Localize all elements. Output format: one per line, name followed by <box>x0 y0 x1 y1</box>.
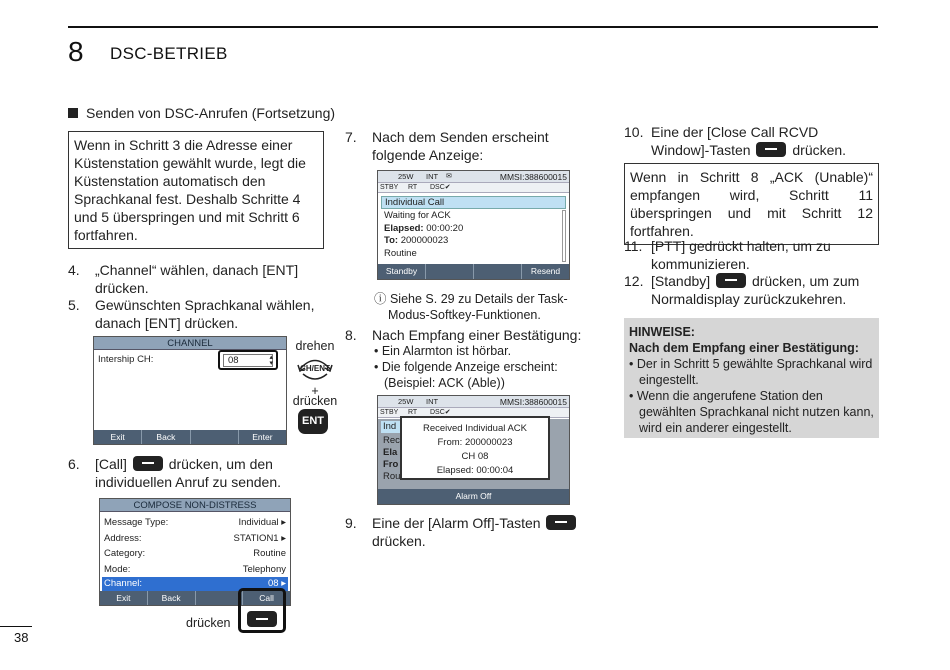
channel-screen <box>93 336 287 445</box>
power-indicator: 25W <box>398 172 414 181</box>
to-label: To: <box>384 235 399 246</box>
rotate-label: drehen <box>295 339 335 353</box>
step-text: drücken, um den individuellen Anruf zu senden. <box>95 456 282 490</box>
popup-elapsed: Elapsed: 00:00:04 <box>436 465 514 476</box>
info-note: ⓘ Siehe S. 29 zu Details der Task-Modus-Softkey-Funktionen. <box>374 292 568 322</box>
hints-title: HINWEISE: <box>629 325 695 339</box>
row-key: Message Type: <box>104 517 169 528</box>
row-value: 08 ▸ <box>268 578 286 589</box>
list-item[interactable] <box>102 531 288 547</box>
row-key: Mode: <box>104 563 131 575</box>
rotate-arc-icon <box>300 372 330 382</box>
step-12 <box>624 272 878 308</box>
call-softkey-button-icon[interactable] <box>247 611 277 627</box>
softkey-exit[interactable]: Exit <box>94 430 142 444</box>
elapsed-value: 00:00:20 <box>426 222 464 234</box>
softkey-empty[interactable] <box>191 430 239 444</box>
step-text: Nach Empfang einer Bestätigung: <box>372 327 582 343</box>
header-rule <box>68 26 878 28</box>
background-line: Ela <box>383 447 398 458</box>
plus-label: + <box>311 384 319 398</box>
call-key-label: [Call] <box>95 456 127 472</box>
bullet-alarm: • Ein Alarmton ist hörbar. <box>374 344 512 358</box>
step-text: Nach dem Senden erscheint folgende Anzeige: <box>372 129 549 163</box>
individual-call-screen <box>377 170 570 280</box>
call-title: Individual Call <box>381 196 566 209</box>
elapsed-label: Elapsed: <box>384 222 424 234</box>
status-line: Waiting for ACK <box>384 210 451 221</box>
step-text: [PTT] gedrückt halten, um zu kommunizieren. <box>651 238 831 272</box>
popup-from: From: 200000023 <box>437 437 513 448</box>
softkey-empty[interactable] <box>426 264 474 279</box>
softkey-back[interactable]: Back <box>148 591 196 605</box>
section-heading <box>68 105 335 121</box>
softkey-exit[interactable]: Exit <box>100 591 148 605</box>
note-box-coast-station: Wenn in Schritt 3 die Adresse einer Küstenstation gewählt wurde, legt die Küstenstation automatisch den Sprachkanal fest. Deshalb Schritte 4 und 5 überspringen und mit Schritt 6 fortfahren. <box>68 131 324 249</box>
softkey-bar <box>378 489 569 504</box>
rt-indicator: RT <box>408 184 418 191</box>
mmsi-readout: MMSI:388600015 <box>499 172 567 182</box>
ent-key-icon[interactable]: ENT <box>298 409 328 434</box>
standby-key-icon <box>716 273 746 288</box>
channel-value-field[interactable]: 08 <box>223 354 273 367</box>
step-8 <box>345 326 595 344</box>
list-item[interactable] <box>102 562 288 578</box>
background-line: Rec <box>383 435 400 446</box>
dsc-indicator: DSC✔ <box>430 409 451 416</box>
status-bar <box>378 396 569 408</box>
compose-list <box>102 515 288 591</box>
call-info <box>381 210 561 260</box>
note-box-ack-unable: Wenn in Schritt 8 „ACK (Unable)“ empfangen wird, Schritt 11 überspringen und mit Schritt 12 fortfahren. <box>624 163 879 245</box>
step-10 <box>624 123 878 159</box>
alarm-off-key-icon <box>546 515 576 530</box>
background-title: Ind <box>381 421 411 433</box>
list-item[interactable] <box>102 515 288 531</box>
step-text: drücken. <box>792 142 847 158</box>
step-number: 9. <box>345 515 357 531</box>
step-text: Gewünschten Sprachkanal wählen, danach [ENT] drücken. <box>95 297 315 331</box>
to-line <box>384 235 561 248</box>
channel-value-highlight <box>218 350 278 370</box>
row-value: Routine <box>253 548 286 559</box>
elapsed-line <box>384 223 561 236</box>
call-key-icon <box>133 456 163 471</box>
popup-title: Received Individual ACK <box>422 423 528 434</box>
stepper-arrows-icon: ▴ ▾ <box>269 354 273 367</box>
square-bullet-icon <box>68 108 78 118</box>
to-value: 200000023 <box>400 235 449 246</box>
step-number: 4. <box>68 262 80 278</box>
step-text: drücken, um zum Normaldisplay zurückzukehren. <box>651 273 860 307</box>
hints-subtitle: Nach dem Empfang einer Bestätigung: <box>629 341 859 355</box>
chapter-number: 8 <box>68 36 84 67</box>
step-5 <box>68 296 330 332</box>
hints-bullet: • Wenn die angerufene Station den gewählten Sprachkanal nicht nutzen kann, wird ein anderer eingestellt. <box>629 389 874 435</box>
category-line: Routine <box>384 247 417 259</box>
softkey-empty[interactable] <box>196 591 244 605</box>
background-text <box>383 435 400 483</box>
row-key: Channel: <box>104 578 143 589</box>
step-number: 5. <box>68 297 80 313</box>
standby-key-label: [Standby] <box>651 273 711 289</box>
softkey-bar <box>378 264 569 279</box>
softkey-standby[interactable]: Standby <box>378 264 426 279</box>
row-value: STATION1 ▸ <box>233 532 286 544</box>
power-indicator: 25W <box>398 397 414 406</box>
popup-channel: CH 08 <box>461 451 489 462</box>
channel-group-indicator: INT <box>426 172 439 181</box>
background-line: Rou <box>383 471 401 482</box>
list-item[interactable] <box>102 546 288 562</box>
status-bar-2 <box>378 183 569 193</box>
step-text: „Channel“ wählen, danach [ENT] drücken. <box>95 262 299 296</box>
row-value: Telephony <box>242 563 286 575</box>
row-key: Address: <box>104 532 142 544</box>
ack-popup <box>400 416 550 480</box>
step-4 <box>68 261 330 297</box>
step-text: drücken. <box>372 533 426 549</box>
step-6 <box>68 455 330 491</box>
gps-icon: ✉ <box>446 173 452 180</box>
hints-box <box>624 318 879 438</box>
step-number: 10. <box>624 124 644 140</box>
step-number: 8. <box>345 327 357 343</box>
step-7 <box>345 128 590 164</box>
chapter-title: DSC-BETRIEB <box>110 44 228 63</box>
page-number: 38 <box>14 630 29 645</box>
status-bar <box>378 171 569 183</box>
row-value: Individual ▸ <box>238 517 286 528</box>
hints-bullet: • Der in Schritt 5 gewählte Sprachkanal wird eingestellt. <box>629 357 873 387</box>
step-text: Eine der [Alarm Off]-Tasten <box>372 515 541 531</box>
stby-indicator: STBY <box>380 409 399 416</box>
row-key: Category: <box>104 548 146 559</box>
step-number: 6. <box>68 456 80 472</box>
rt-indicator: RT <box>408 409 418 416</box>
ack-received-screen <box>377 395 570 505</box>
press-label-bottom: drücken <box>186 616 231 630</box>
step-number: 12. <box>624 273 644 289</box>
softkey-resend[interactable]: Resend <box>530 266 561 276</box>
screen-title: CHANNEL <box>94 337 286 350</box>
dsc-indicator: DSC✔ <box>430 184 451 191</box>
screen-title: COMPOSE NON-DISTRESS <box>100 499 290 512</box>
section-heading-text: Senden von DSC-Anrufen (Fortsetzung) <box>86 105 336 121</box>
intership-ch-label: Intership CH: <box>98 354 154 365</box>
press-label: drücken <box>292 394 338 408</box>
scrollbar[interactable] <box>562 210 566 262</box>
page-number-rule <box>0 626 32 627</box>
step-11 <box>624 237 878 273</box>
background-line: Fro <box>383 459 399 470</box>
softkey-call[interactable]: Call <box>259 593 274 603</box>
ch-ent-knob-label: CH/ENT <box>300 364 330 373</box>
softkey-alarm-off[interactable]: Alarm Off <box>455 491 492 501</box>
softkey-bar <box>94 430 286 444</box>
softkey-back[interactable]: Back <box>142 430 190 444</box>
step-number: 11. <box>624 238 643 254</box>
mmsi-readout: MMSI:388600015 <box>499 397 567 407</box>
close-window-key-icon <box>756 142 786 157</box>
softkey-enter[interactable]: Enter <box>252 432 273 442</box>
step-number: 7. <box>345 129 357 145</box>
step-text: Eine der [Close Call RCVD Window]-Tasten <box>651 124 819 158</box>
channel-group-indicator: INT <box>426 397 439 406</box>
bullet-display: • Die folgende Anzeige erscheint: (Beispiel: ACK (Able)) <box>374 360 558 390</box>
step-9 <box>345 514 595 550</box>
softkey-empty[interactable] <box>474 264 522 279</box>
stby-indicator: STBY <box>380 184 399 191</box>
